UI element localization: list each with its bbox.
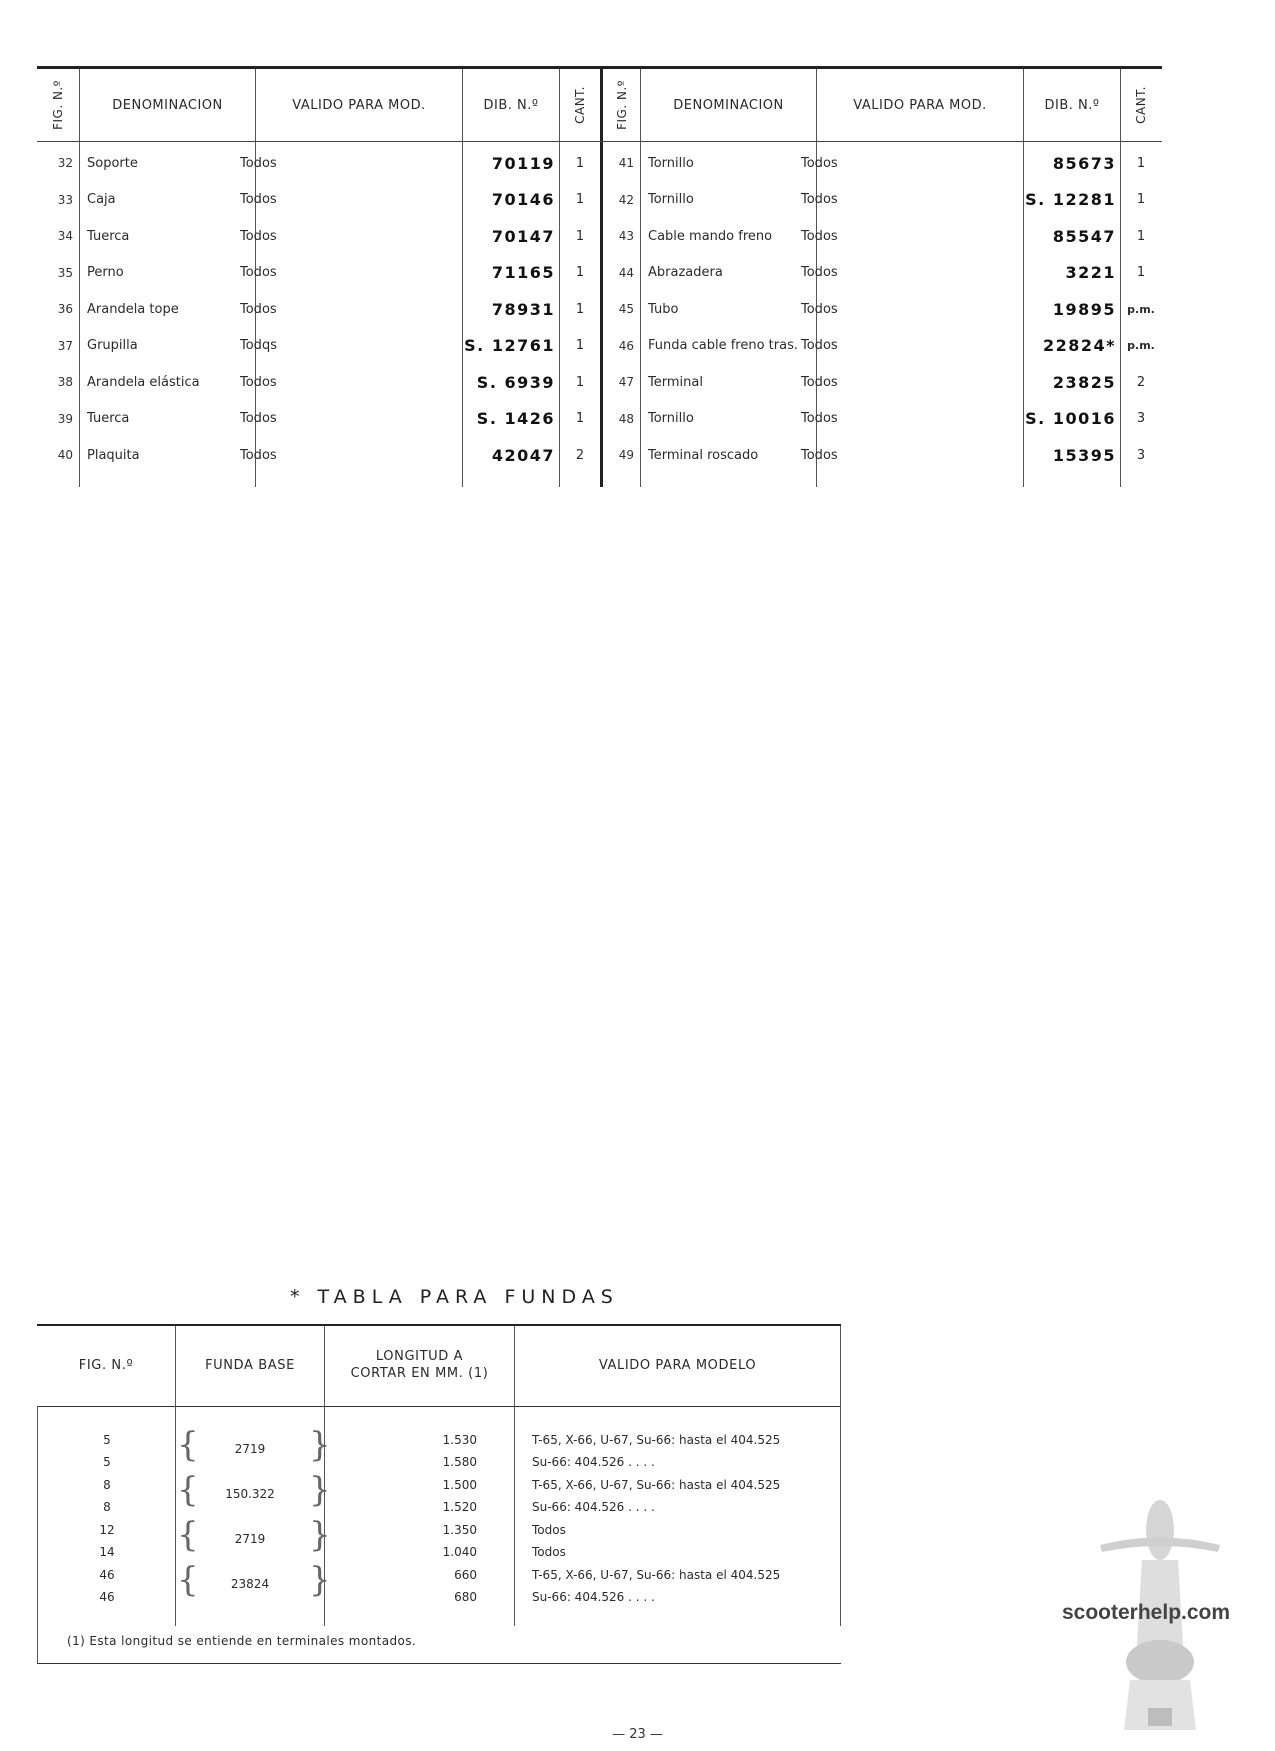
fundas-header-longitud — [325, 1324, 514, 1406]
quantity: 1 — [1136, 192, 1146, 207]
part-model: Todos — [801, 411, 838, 426]
header-fig: FIG. N.º — [614, 80, 629, 130]
part-name: Tuerca — [87, 228, 130, 244]
table-row — [37, 328, 1162, 364]
funda-base: 23824 — [230, 1577, 270, 1591]
drawing-number: 15395 — [1052, 445, 1116, 465]
fig-number: 33 — [57, 192, 73, 207]
cut-length: 1.520 — [442, 1500, 477, 1514]
part-name: Tuerca — [87, 411, 130, 426]
part-name: Funda cable freno tras. — [648, 338, 798, 353]
part-model: Todos — [240, 155, 277, 171]
fig-number: 48 — [618, 411, 634, 426]
drawing-number: 22824* — [1042, 336, 1116, 355]
fundas-header-valido: VALIDO PARA MODELO — [598, 1357, 757, 1373]
funda-base: 2719 — [234, 1532, 266, 1546]
part-name: Abrazadera — [648, 265, 723, 280]
funda-base: 2719 — [234, 1442, 266, 1456]
funda-base: 150.322 — [225, 1487, 275, 1501]
fundas-table — [37, 1324, 841, 1664]
fig-number: 12 — [99, 1523, 115, 1537]
header-cant: CANT. — [1133, 86, 1148, 124]
quantity: 2 — [575, 447, 585, 463]
part-model: Todos — [801, 192, 838, 207]
right-brace-icon: } — [309, 1560, 331, 1600]
part-model: Todos — [240, 301, 277, 317]
drawing-number: 23825 — [1052, 372, 1116, 392]
quantity: 1 — [575, 411, 585, 426]
valid-model: T-65, X-66, U-67, Su-66: hasta el 404.525 — [532, 1433, 781, 1447]
part-model: Todos — [240, 411, 277, 426]
part-model: Todos — [240, 374, 277, 390]
fig-number: 39 — [57, 411, 73, 426]
table-row — [37, 1429, 841, 1451]
left-brace-icon: { — [177, 1560, 199, 1600]
fig-number: 40 — [57, 448, 73, 462]
cut-length: 1.040 — [442, 1545, 477, 1559]
fig-number: 46 — [618, 338, 634, 353]
quantity: 1 — [1136, 265, 1146, 280]
header-dib: DIB. N.º — [483, 97, 539, 113]
fundas-header-fig: FIG. N.º — [78, 1357, 134, 1373]
part-name: Terminal roscado — [648, 447, 759, 463]
fundas-bottom-rule — [37, 1663, 841, 1664]
header-dib: DIB. N.º — [1044, 97, 1100, 113]
footnote: (1) Esta longitud se entiende en terminales montados. — [67, 1634, 417, 1648]
cut-length: 1.350 — [442, 1523, 477, 1537]
valid-model: Todos — [532, 1545, 566, 1559]
fig-number: 46 — [99, 1590, 115, 1604]
drawing-number: 70147 — [491, 226, 555, 246]
header-denominacion: DENOMINACION — [673, 97, 784, 113]
part-name: Tornillo — [648, 155, 694, 171]
valid-model: Su-66: 404.526 . . . . — [532, 1455, 655, 1469]
table-row — [37, 145, 1162, 181]
table-row — [37, 1564, 841, 1586]
table-row — [37, 364, 1162, 400]
part-model: Todos — [801, 228, 838, 244]
table-row — [37, 255, 1162, 291]
part-model: Todos — [801, 301, 838, 317]
cut-length: 660 — [454, 1568, 477, 1582]
part-model: Todos — [801, 338, 838, 353]
fig-number: 36 — [57, 302, 73, 316]
quantity: 1 — [575, 192, 585, 207]
fig-number: 42 — [618, 192, 634, 207]
part-model: Todos — [240, 192, 277, 207]
part-name: Terminal — [648, 374, 703, 390]
fundas-header-rule — [37, 1406, 841, 1407]
drawing-number: 19895 — [1052, 299, 1116, 319]
part-model: Todos — [240, 228, 277, 244]
drawing-number: S. 6939 — [476, 372, 555, 392]
valid-model: T-65, X-66, U-67, Su-66: hasta el 404.525 — [532, 1478, 781, 1492]
quantity: 3 — [1136, 447, 1146, 463]
part-name: Perno — [87, 265, 124, 280]
drawing-number: 71165 — [491, 263, 555, 282]
quantity: 1 — [575, 265, 585, 280]
table-row — [37, 182, 1162, 218]
fig-number: 8 — [103, 1500, 111, 1514]
watermark-text: scooterhelp.com — [1062, 1601, 1231, 1624]
table-row — [37, 1541, 841, 1563]
right-brace-icon: } — [309, 1515, 331, 1555]
part-name: Grupilla — [87, 338, 138, 353]
part-model: Todos — [801, 447, 838, 463]
header-valido: VALIDO PARA MOD. — [292, 97, 426, 113]
part-name: Soporte — [87, 155, 138, 171]
quantity: 1 — [575, 338, 585, 353]
valid-model: T-65, X-66, U-67, Su-66: hasta el 404.525 — [532, 1568, 781, 1582]
fundas-header-base: FUNDA BASE — [205, 1357, 295, 1373]
quantity: 1 — [1136, 228, 1146, 244]
drawing-number: 70119 — [491, 153, 555, 173]
fig-number: 43 — [618, 229, 634, 243]
quantity: 1 — [575, 374, 585, 390]
fundas-header-longitud-line2: CORTAR EN MM. (1) — [350, 1366, 489, 1381]
part-name: Tornillo — [648, 192, 694, 207]
part-name: Caja — [87, 192, 116, 207]
fig-number: 35 — [57, 265, 73, 280]
header-rule — [37, 141, 1162, 142]
quantity: p.m. — [1127, 302, 1155, 316]
part-name: Plaquita — [87, 447, 140, 463]
drawing-number: 78931 — [491, 299, 555, 319]
right-brace-icon: } — [309, 1470, 331, 1510]
cut-length: 1.530 — [442, 1433, 477, 1447]
left-brace-icon: { — [177, 1425, 199, 1465]
header-denominacion: DENOMINACION — [112, 97, 223, 113]
fig-number: 46 — [99, 1568, 115, 1582]
left-brace-icon: { — [177, 1515, 199, 1555]
part-name: Arandela tope — [87, 301, 179, 317]
quantity: 3 — [1136, 411, 1146, 426]
fig-number: 41 — [618, 156, 634, 170]
fundas-header-longitud-line1: LONGITUD A — [375, 1349, 464, 1364]
table-row — [37, 401, 1162, 437]
valid-model: Su-66: 404.526 . . . . — [532, 1590, 655, 1604]
quantity: p.m. — [1127, 339, 1155, 352]
fig-number: 47 — [618, 375, 634, 389]
fig-number: 5 — [103, 1455, 111, 1469]
left-brace-icon: { — [177, 1470, 199, 1510]
fig-number: 37 — [57, 338, 73, 353]
part-name: Tornillo — [648, 411, 694, 426]
drawing-number: S. 12761 — [464, 336, 555, 355]
table-row — [37, 1586, 841, 1608]
fundas-title: * TABLA PARA FUNDAS — [290, 1286, 619, 1308]
valid-model: Todos — [532, 1523, 566, 1537]
valid-model: Su-66: 404.526 . . . . — [532, 1500, 655, 1514]
fig-number: 5 — [103, 1433, 111, 1447]
fig-number: 45 — [618, 302, 634, 316]
drawing-number: S. 10016 — [1025, 409, 1116, 428]
page-number: — 23 — — [612, 1727, 663, 1742]
table-row — [37, 1496, 841, 1518]
fig-number: 32 — [57, 156, 73, 170]
fig-number: 8 — [103, 1478, 111, 1492]
cut-length: 1.580 — [442, 1455, 477, 1469]
table-row — [37, 1519, 841, 1541]
cut-length: 1.500 — [442, 1478, 477, 1492]
quantity: 1 — [1136, 155, 1146, 171]
table-row — [37, 437, 1162, 473]
table-row — [37, 1474, 841, 1496]
drawing-number: 70146 — [491, 190, 555, 209]
part-model: Todos — [801, 374, 838, 390]
drawing-number: 85673 — [1052, 153, 1116, 173]
drawing-number: S. 1426 — [476, 409, 555, 428]
quantity: 2 — [1136, 374, 1146, 390]
part-model: Todos — [801, 155, 838, 171]
parts-table — [37, 66, 1162, 490]
fig-number: 38 — [57, 375, 73, 389]
part-name: Tubo — [648, 301, 679, 317]
drawing-number: S. 12281 — [1025, 190, 1116, 209]
part-model: Todos — [240, 447, 277, 463]
quantity: 1 — [575, 228, 585, 244]
right-brace-icon: } — [309, 1425, 331, 1465]
fig-number: 49 — [618, 448, 634, 462]
drawing-number: 85547 — [1052, 226, 1116, 246]
quantity: 1 — [575, 301, 585, 317]
drawing-number: 42047 — [491, 445, 555, 465]
part-name: Arandela elástica — [87, 374, 200, 390]
drawing-number: 3221 — [1065, 263, 1116, 282]
table-row — [37, 1451, 841, 1473]
fig-number: 34 — [57, 229, 73, 243]
cut-length: 680 — [454, 1590, 477, 1604]
fig-number: 14 — [99, 1545, 115, 1559]
header-valido: VALIDO PARA MOD. — [853, 97, 987, 113]
header-cant: CANT. — [572, 86, 587, 124]
part-model: Todqs — [240, 338, 277, 353]
part-model: Todos — [801, 265, 838, 280]
header-fig: FIG. N.º — [51, 80, 66, 130]
fig-number: 44 — [618, 265, 634, 280]
quantity: 1 — [575, 155, 585, 171]
table-row — [37, 218, 1162, 254]
part-model: Todos — [240, 265, 277, 280]
part-name: Cable mando freno — [648, 228, 773, 244]
table-row — [37, 291, 1162, 327]
